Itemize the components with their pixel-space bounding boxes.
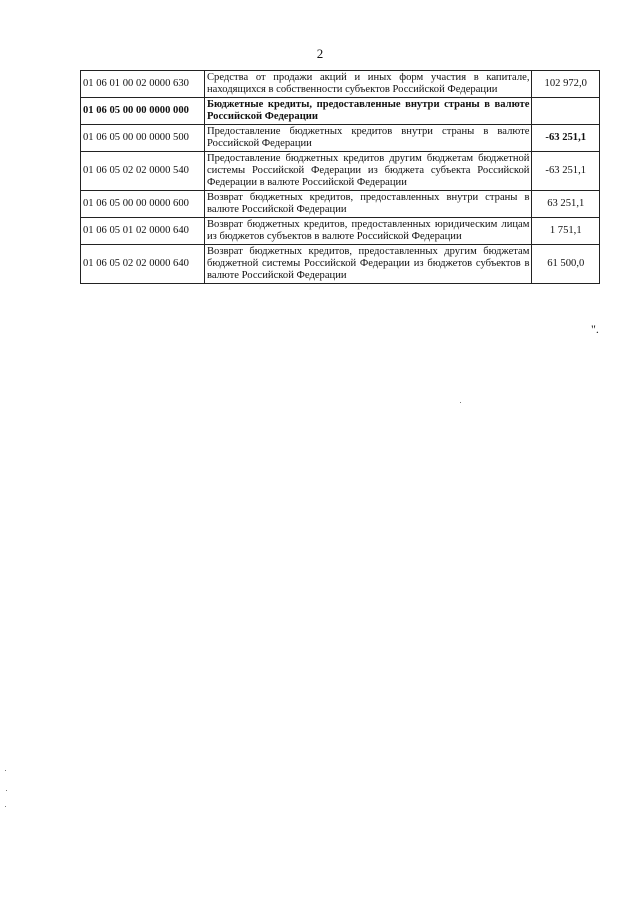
table-row	[81, 125, 600, 152]
scan-speck	[460, 402, 461, 403]
budget-code-cell: 01 06 05 01 02 0000 640	[81, 218, 205, 245]
amount-cell: 1 751,1	[532, 218, 600, 245]
scan-speck	[6, 790, 7, 791]
scan-speck	[5, 770, 6, 771]
budget-code-cell: 01 06 01 00 02 0000 630	[81, 71, 205, 98]
amount-cell: 61 500,0	[532, 245, 600, 284]
budget-code-cell: 01 06 05 02 02 0000 540	[81, 152, 205, 191]
budget-code-cell: 01 06 05 02 02 0000 640	[81, 245, 205, 284]
budget-code-cell: 01 06 05 00 00 0000 500	[81, 125, 205, 152]
table-row	[81, 218, 600, 245]
closing-quote-mark: ".	[591, 322, 599, 336]
description-cell: Возврат бюджетных кредитов, предоставленных юридическим лицам из бюджетов субъектов в валюте Российской Федерации	[204, 218, 532, 245]
table-row	[81, 191, 600, 218]
budget-sources-table	[80, 70, 600, 284]
scan-speck	[5, 806, 6, 807]
table-row-section-heading	[81, 98, 600, 125]
description-cell: Бюджетные кредиты, предоставленные внутри страны в валюте Российской Федерации	[204, 98, 532, 125]
amount-cell: 102 972,0	[532, 71, 600, 98]
table-row	[81, 71, 600, 98]
amount-cell: -63 251,1	[532, 152, 600, 191]
amount-cell: 63 251,1	[532, 191, 600, 218]
amount-cell	[532, 98, 600, 125]
budget-code-cell: 01 06 05 00 00 0000 600	[81, 191, 205, 218]
description-cell: Средства от продажи акций и иных форм участия в капитале, находящихся в собственности субъектов Российской Федерации	[204, 71, 532, 98]
budget-code-cell: 01 06 05 00 00 0000 000	[81, 98, 205, 125]
amount-cell: -63 251,1	[532, 125, 600, 152]
table-row	[81, 245, 600, 284]
description-cell: Возврат бюджетных кредитов, предоставленных другим бюджетам бюджетной системы Российской Федерации из бюджетов субъектов в валюте Российской Федерации	[204, 245, 532, 284]
page-number: 2	[316, 46, 324, 61]
table-row	[81, 152, 600, 191]
description-cell: Предоставление бюджетных кредитов внутри страны в валюте Российской Федерации	[204, 125, 532, 152]
description-cell: Предоставление бюджетных кредитов другим бюджетам бюджетной системы Российской Федерации из бюджета субъекта Российской Федерации в валюте Российской Федерации	[204, 152, 532, 191]
description-cell: Возврат бюджетных кредитов, предоставленных внутри страны в валюте Российской Федерации	[204, 191, 532, 218]
